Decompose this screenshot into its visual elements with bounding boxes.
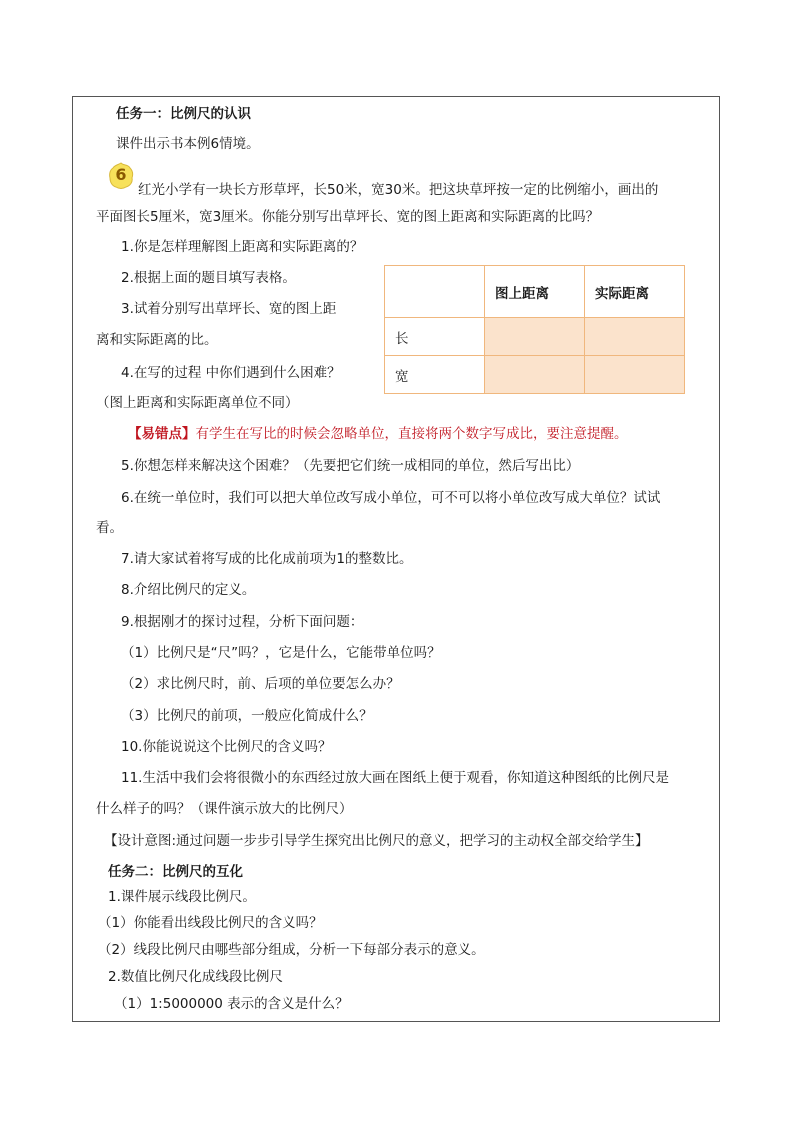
question-4-answer: （图上距离和实际距离单位不同） (96, 395, 299, 411)
design-intent: 【设计意图:通过问题一步步引导学生探究出比例尺的意义，把学习的主动权全部交给学生】 (104, 833, 649, 849)
question-1: 1.你是怎样理解图上距离和实际距离的？ (121, 239, 364, 255)
question-2: 2.根据上面的题目填写表格。 (121, 270, 296, 286)
question-8: 8.介绍比例尺的定义。 (121, 582, 256, 598)
table-row (385, 356, 685, 394)
question-3-line-1: 3.试着分别写出草坪长、宽的图上距 (121, 301, 337, 317)
problem-line-1: 红光小学有一块长方形草坪，长50米，宽30米。把这块草坪按一定的比例缩小，画出的 (138, 182, 659, 198)
table-cell-map-distance (485, 318, 585, 356)
question-9: 9.根据刚才的探讨过程，分析下面问题： (121, 614, 364, 630)
task2-step-2: 2.数值比例尺化成线段比例尺 (108, 969, 283, 985)
question-9-1: （1）比例尺是“尺”吗？，它是什么，它能带单位吗？ (121, 645, 441, 661)
question-4: 4.在写的过程 中你们遇到什么困难？ (121, 365, 341, 381)
question-6-line-1: 6.在统一单位时，我们可以把大单位改写成小单位，可不可以将小单位改写成大单位？试试 (121, 490, 661, 506)
question-9-3: （3）比例尺的前项，一般应化简成什么？ (121, 708, 373, 724)
task2-step-1-2: （2）线段比例尺由哪些部分组成，分析一下每部分表示的意义。 (98, 942, 485, 958)
row-label-length: 长 (385, 318, 485, 356)
error-text: 有学生在写比的时候会忽略单位，直接将两个数字写成比，要注意提醒。 (195, 426, 628, 442)
row-label-width: 宽 (385, 356, 485, 394)
question-7: 7.请大家试着将写成的比化成前项为1的整数比。 (121, 551, 413, 567)
question-3-line-2: 离和实际距离的比。 (96, 332, 218, 348)
question-11-line-2: 什么样子的吗？（课件演示放大的比例尺） (96, 801, 353, 817)
question-5: 5.你想怎样来解决这个困难？（先要把它们统一成相同的单位，然后写出比） (121, 458, 580, 474)
example-number: 6 (115, 165, 127, 184)
task1-title: 任务一：比例尺的认识 (116, 106, 251, 122)
distance-table (384, 265, 685, 394)
error-note (128, 424, 628, 444)
task2-step-1-1: （1）你能看出线段比例尺的含义吗？ (98, 915, 323, 931)
task2-step-1: 1.课件展示线段比例尺。 (108, 889, 256, 905)
task1-intro: 课件出示书本例6情境。 (116, 136, 260, 152)
example-number-badge (108, 162, 134, 190)
question-6-line-2: 看。 (96, 520, 123, 536)
question-11-line-1: 11.生活中我们会将很微小的东西经过放大画在图纸上便于观看，你知道这种图纸的比例尺是 (121, 770, 669, 786)
table-cell-actual-distance (585, 318, 685, 356)
table-header-cell (385, 266, 485, 318)
task2-title: 任务二：比例尺的互化 (108, 864, 243, 880)
question-9-2: （2）求比例尺时，前、后项的单位要怎么办？ (121, 676, 400, 692)
error-tag: 【易错点】 (128, 426, 196, 442)
table-header-cell: 图上距离 (485, 266, 585, 318)
table-header-cell: 实际距离 (585, 266, 685, 318)
problem-line-2: 平面图长5厘米，宽3厘米。你能分别写出草坪长、宽的图上距离和实际距离的比吗？ (96, 209, 600, 225)
table-row (385, 318, 685, 356)
table-cell-actual-distance (585, 356, 685, 394)
question-10: 10.你能说说这个比例尺的含义吗？ (121, 739, 332, 755)
task2-step-2-1: （1）1:5000000 表示的含义是什么？ (114, 996, 349, 1012)
table-cell-map-distance (485, 356, 585, 394)
table-header-row (385, 266, 685, 318)
